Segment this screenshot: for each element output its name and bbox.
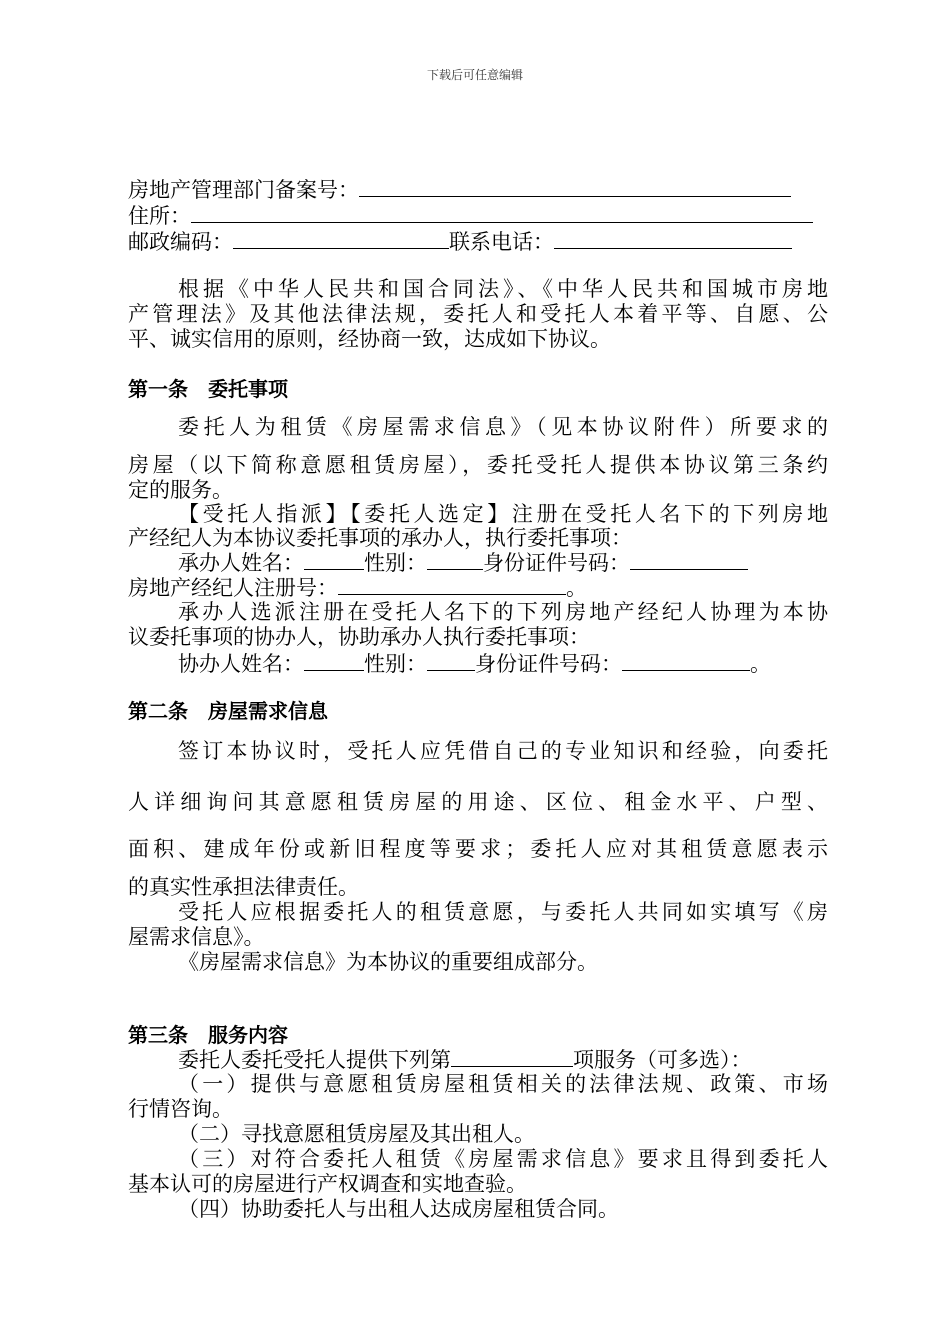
article-1-p1-line-2: 房屋（以下简称意愿租赁房屋），委托受托人提供本协议第三条约 xyxy=(128,453,828,477)
registration-label: 房地产管理部门备案号： xyxy=(128,178,359,202)
article-2-p1-line-2: 人详细询问其意愿租赁房屋的用途、区位、租金水平、户型、 xyxy=(128,790,828,814)
assistant-gender-blank[interactable] xyxy=(427,650,475,671)
assistant-row xyxy=(128,650,878,677)
preamble-line-3: 平、诚实信用的原则，经协商一致，达成如下协议。 xyxy=(128,327,611,351)
service-items-blank[interactable] xyxy=(451,1046,573,1067)
agent-reg-blank[interactable] xyxy=(338,574,566,595)
article-3-intro xyxy=(128,1046,878,1073)
phone-blank[interactable] xyxy=(554,228,792,249)
address-field-row xyxy=(128,202,828,229)
article-2-p3-line-1: 《房屋需求信息》为本协议的重要组成部分。 xyxy=(178,950,598,974)
article-1-p3-line-2: 议委托事项的协办人，协助承办人执行委托事项： xyxy=(128,625,590,649)
assistant-id-blank[interactable] xyxy=(622,650,750,671)
handler-id-blank[interactable] xyxy=(630,549,748,570)
handler-gender-label: 性别： xyxy=(364,551,427,575)
article-2-p2-line-2: 屋需求信息》。 xyxy=(128,925,265,949)
service-item-3-line-2: 基本认可的房屋进行产权调查和实地查验。 xyxy=(128,1172,527,1196)
page-header-note: 下载后可任意编辑 xyxy=(426,68,523,82)
handler-id-label: 身份证件号码： xyxy=(483,551,630,575)
agent-reg-end: 。 xyxy=(566,576,587,600)
service-item-1-line-2: 行情咨询。 xyxy=(128,1097,233,1121)
article-1-p2-line-2: 产经纪人为本协议委托事项的承办人，执行委托事项： xyxy=(128,526,632,550)
address-label: 住所： xyxy=(128,204,191,228)
service-item-4: （四）协助委托人与出租人达成房屋租赁合同。 xyxy=(178,1197,619,1221)
postal-blank[interactable] xyxy=(233,228,449,249)
phone-label: 联系电话： xyxy=(449,230,554,254)
article-1-heading: 第一条 委托事项 xyxy=(128,377,288,401)
handler-name-label: 承办人姓名： xyxy=(178,551,304,575)
handler-gender-blank[interactable] xyxy=(427,549,483,570)
article-2-p1-line-4: 的真实性承担法律责任。 xyxy=(128,875,359,899)
article-3-intro-before: 委托人委托受托人提供下列第 xyxy=(178,1048,451,1072)
assistant-end: 。 xyxy=(750,652,771,676)
preamble-line-2: 产管理法》及其他法律法规，委托人和受托人本着平等、自愿、公 xyxy=(128,302,828,326)
assistant-name-label: 协办人姓名： xyxy=(178,652,304,676)
article-2-p1-line-1: 签订本协议时，受托人应凭借自己的专业知识和经验，向委托 xyxy=(178,739,828,763)
address-blank[interactable] xyxy=(191,202,813,223)
article-1-p1-line-1: 委托人为租赁《房屋需求信息》（见本协议附件）所要求的 xyxy=(178,415,828,439)
preamble-line-1: 根据《中华人民共和国合同法》、《中华人民共和国城市房地 xyxy=(178,277,828,301)
handler-row xyxy=(128,549,878,576)
article-2-heading: 第二条 房屋需求信息 xyxy=(128,699,328,723)
handler-name-blank[interactable] xyxy=(304,549,364,570)
registration-field-row xyxy=(128,176,828,203)
agent-reg-row xyxy=(128,574,828,601)
article-3-heading: 第三条 服务内容 xyxy=(128,1023,288,1047)
article-1-p2-line-1: 【受托人指派】【委托人选定】注册在受托人名下的下列房地 xyxy=(178,502,828,526)
service-item-3-line-1: （三）对符合委托人租赁《房屋需求信息》要求且得到委托人 xyxy=(178,1147,828,1171)
assistant-gender-label: 性别： xyxy=(364,652,427,676)
assistant-name-blank[interactable] xyxy=(304,650,364,671)
article-1-p1-line-3: 定的服务。 xyxy=(128,478,233,502)
postal-label: 邮政编码： xyxy=(128,230,233,254)
article-2-p1-line-3: 面积、建成年份或新旧程度等要求；委托人应对其租赁意愿表示 xyxy=(128,837,828,861)
assistant-id-label: 身份证件号码： xyxy=(475,652,622,676)
article-1-p3-line-1: 承办人选派注册在受托人名下的下列房地产经纪人协理为本协 xyxy=(178,600,828,624)
registration-blank[interactable] xyxy=(359,176,791,197)
agent-reg-label: 房地产经纪人注册号： xyxy=(128,576,338,600)
article-3-intro-after: 项服务（可多选）： xyxy=(573,1048,752,1072)
article-2-p2-line-1: 受托人应根据委托人的租赁意愿，与委托人共同如实填写《房 xyxy=(178,900,828,924)
service-item-1-line-1: （一）提供与意愿租赁房屋租赁相关的法律法规、政策、市场 xyxy=(178,1072,828,1096)
service-item-2: （二）寻找意愿租赁房屋及其出租人。 xyxy=(178,1122,535,1146)
postal-phone-row xyxy=(128,228,828,255)
